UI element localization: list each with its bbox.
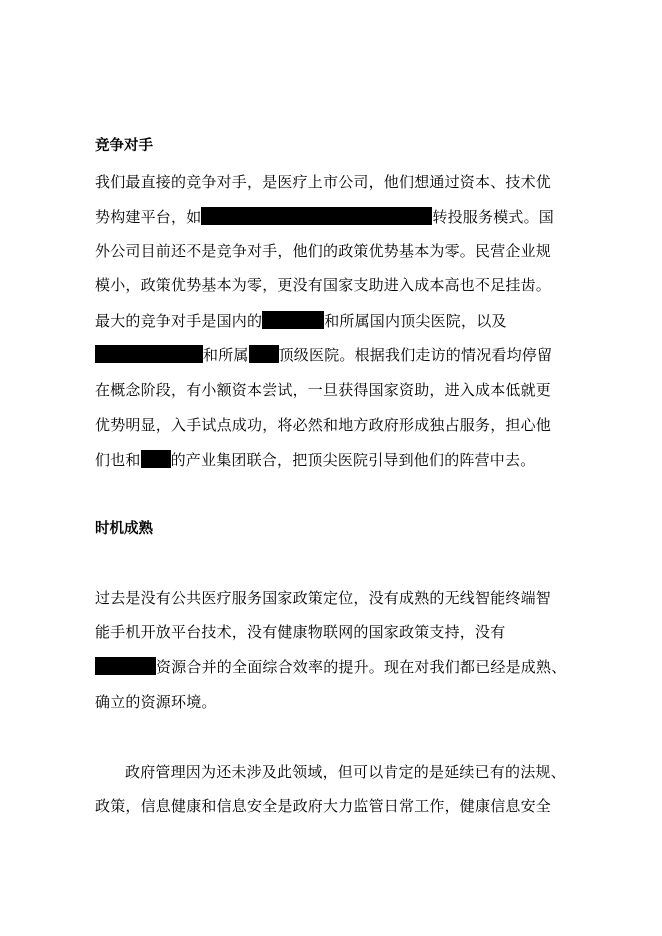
paragraph-line: 在概念阶段，有小额资本尝试，一旦获得国家资助，进入成本低就更 [95, 381, 552, 399]
paragraph-line: 势构建平台，如 转投服务模式。国 [95, 208, 555, 226]
heading-timing: 时机成熟 [95, 521, 153, 537]
redaction-block [249, 345, 279, 363]
heading-competitors: 竞争对手 [95, 138, 153, 154]
redaction-block [95, 657, 156, 675]
paragraph-line: 最大的竞争对手是国内的 和所属国内顶尖医院，以及 [95, 312, 507, 330]
paragraph-line: 外公司目前还不是竞争对手，他们的政策优势基本为零。民营企业规 [95, 242, 552, 260]
paragraph-line: 政府管理因为还未涉及此领域，但可以肯定的是延续已有的法规、 [125, 763, 566, 781]
paragraph-line: 模小，政策优势基本为零，更没有国家支助进入成本高也不足挂齿。 [95, 276, 552, 294]
paragraph-line: 确立的资源环境。 [95, 693, 217, 711]
paragraph-line: 我们最直接的竞争对手，是医疗上市公司，他们想通过资本、技术优 [95, 173, 552, 191]
paragraph-line: 资源合并的全面综合效率的提升。现在对我们都已经是成熟、 [95, 657, 566, 677]
redaction-block [201, 207, 432, 225]
redaction-block [262, 311, 324, 329]
paragraph-line: 过去是没有公共医疗服务国家政策定位，没有成熟的无线智能终端智 [95, 589, 552, 607]
paragraph-line: 政策，信息健康和信息安全是政府大力监管日常工作，健康信息安全 [95, 797, 552, 815]
paragraph-line: 们也和 的产业集团联合，把顶尖医院引导到他们的阵营中去。 [95, 451, 536, 469]
paragraph-line: 能手机开放平台技术，没有健康物联网的国家政策支持，没有 [95, 623, 506, 641]
paragraph-line: 和所属 顶级医院。根据我们走访的情况看均停留 [95, 345, 552, 365]
redaction-block [141, 450, 171, 468]
redaction-block [95, 345, 203, 363]
paragraph-line: 优势明显，入手试点成功，将必然和地方政府形成独占服务，担心他 [95, 416, 552, 434]
